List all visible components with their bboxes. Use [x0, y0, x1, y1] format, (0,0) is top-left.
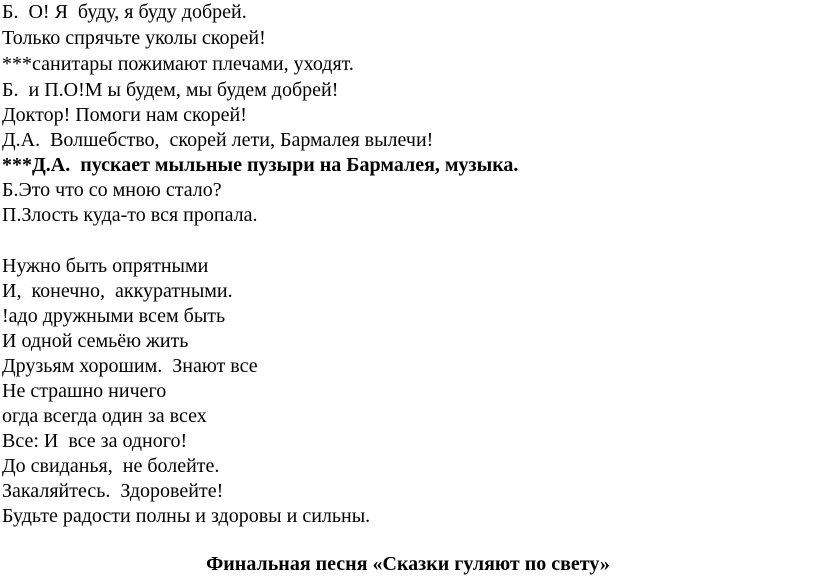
verse-line: Все: И все за одного! [2, 430, 188, 452]
verse-line: И, конечно, аккуратными. [2, 280, 233, 302]
verse-line: !адо дружными всем быть [2, 305, 226, 327]
verse-line: И одной семьёю жить [2, 330, 189, 352]
text-line: Б. и П.О!М ы будем, мы будем добрей! [2, 79, 339, 101]
text-line: Только спрячьте уколы скорей! [2, 27, 266, 49]
final-song-title: Финальная песня «Сказки гуляют по свету» [206, 553, 610, 575]
verse-line: Друзьям хорошим. Знают все [2, 355, 258, 377]
text-line: П.Злость куда-то вся пропала. [2, 204, 258, 226]
verse-line: Закаляйтесь. Здоровейте! [2, 480, 224, 502]
text-line: Д.А. Волшебство, скорей лети, Бармалея вылечи! [2, 129, 434, 151]
verse-line: Нужно быть опрятными [2, 255, 209, 277]
verse-line: Будьте радости полны и здоровы и сильны. [2, 505, 371, 527]
verse-line: Не страшно ничего [2, 380, 167, 402]
text-line: Б. О! Я буду, я буду добрей. [2, 1, 247, 23]
text-line: Доктор! Помоги нам скорей! [2, 104, 247, 126]
stage-direction: ***Д.А. пускает мыльные пузыри на Бармалея, музыка. [2, 154, 519, 176]
verse-line: огда всегда один за всех [2, 405, 207, 427]
text-line: Б.Это что со мною стало? [2, 179, 222, 201]
text-line: ***санитары пожимают плечами, уходят. [2, 53, 354, 75]
verse-line: До свиданья, не болейте. [2, 455, 220, 477]
